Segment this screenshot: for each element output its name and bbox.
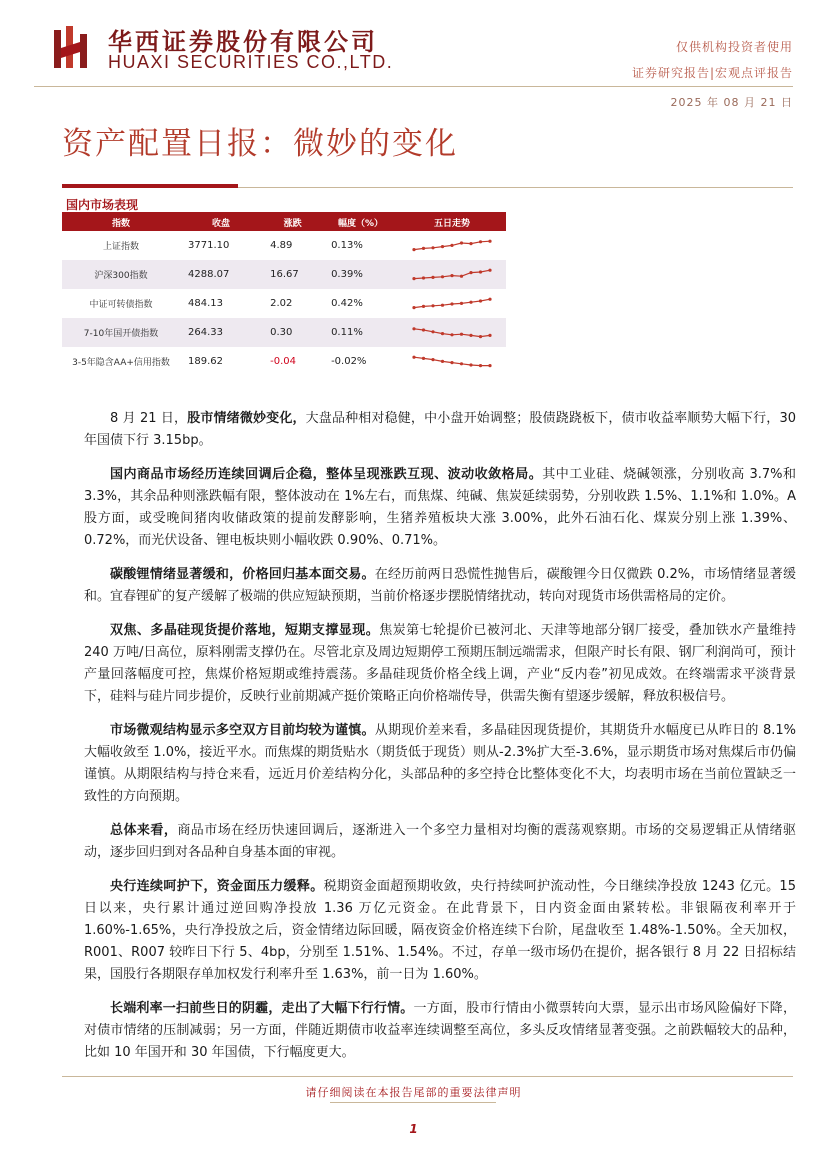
- sparkline-point: [422, 328, 425, 331]
- sparkline-point: [431, 304, 434, 307]
- table-header-row: [62, 213, 506, 231]
- change-cell: 0.30: [262, 318, 323, 347]
- sparkline-point: [460, 241, 463, 244]
- paragraph-lead: 央行连续呵护下，资金面压力缓释。: [110, 879, 324, 894]
- five-day-trend-cell: [398, 260, 506, 289]
- sparkline-point: [479, 270, 482, 273]
- paragraph-text: 焦炭第七轮提价已被河北、天津等地部分钢厂接受，叠加铁水产量维持 240 万吨/日高位，原料刚需支撑仍在。尽管北京及周边短期停工预期压制远端需求，但限产时长有限、钢厂利润尚可，预计产量回落幅度可控，焦煤价格短期或维持震荡。多晶硅现货价格全线上调，产业“反内卷”初见成效。在终端需求平淡背景下，硅料与硅片同步提价，反映行业前期减产挺价策略正向价格端传导，供需失衡有望逐步缓解，释放积极信号。: [84, 623, 796, 704]
- table-row: [62, 318, 506, 347]
- paragraph-prefix: 8 月 21 日，: [110, 411, 188, 426]
- sparkline-point: [412, 327, 415, 330]
- sparkline-point: [488, 239, 491, 242]
- close-cell: 264.33: [180, 318, 262, 347]
- sparkline-point: [469, 363, 472, 366]
- paragraph-text: 大盘品种相对稳健，中小盘开始调整；股债跷跷板下，债市收益率顺势大幅下行，30 年国债下行 3.15bp。: [84, 411, 796, 448]
- change-cell: 4.89: [270, 240, 293, 251]
- index-name-cell: 上证指数: [102, 242, 139, 252]
- pct-cell: 0.42%: [331, 298, 363, 309]
- sparkline-point: [422, 276, 425, 279]
- body-paragraph: [84, 998, 796, 1064]
- index-name-cell: 沪深300指数: [62, 260, 180, 289]
- paragraph-lead: 双焦、多晶硅现货提价落地，短期支撑显现。: [110, 623, 380, 638]
- col-header-pct: 幅度（%）: [323, 213, 398, 231]
- sparkline-point: [488, 297, 491, 300]
- audience-note: 仅供机构投资者使用: [675, 40, 793, 54]
- sparkline-point: [431, 275, 434, 278]
- index-name-cell: 中证可转债指数: [89, 300, 153, 310]
- paragraph-lead: 总体来看，: [110, 823, 178, 838]
- sparkline-point: [431, 330, 434, 333]
- sparkline-point: [441, 303, 444, 306]
- sparkline-chart: [412, 267, 492, 283]
- sparkline-point: [422, 304, 425, 307]
- sparkline-chart: [412, 238, 492, 254]
- sparkline-point: [469, 271, 472, 274]
- page-number: 1: [409, 1122, 418, 1136]
- table-row: [62, 260, 506, 289]
- table-row: [62, 347, 506, 376]
- sparkline-point: [441, 275, 444, 278]
- sparkline-point: [488, 268, 491, 271]
- pct-cell: -0.02%: [331, 356, 367, 367]
- col-header-index: 指数: [62, 213, 180, 231]
- sparkline-point: [412, 277, 415, 280]
- huaxi-logo-icon: [52, 24, 96, 70]
- company-name-cn: 华西证券股份有限公司: [108, 28, 378, 56]
- change-cell: 2.02: [270, 298, 293, 309]
- sparkline-point: [441, 332, 444, 335]
- sparkline-point: [431, 358, 434, 361]
- close-cell: 189.62: [188, 356, 223, 367]
- sparkline-point: [488, 333, 491, 336]
- close-cell: 3771.10: [188, 240, 230, 251]
- sparkline-point: [479, 364, 482, 367]
- paragraph-text: 在经历前两日恐慌性抛售后，碳酸锂今日仅微跌 0.2%，市场情绪显著缓和。宜春锂矿的复产缓解了极端的供应短缺预期，当前价格逐步摆脱情绪扰动，转向对现货市场供需格局的定价。: [84, 567, 796, 604]
- sparkline-point: [479, 335, 482, 338]
- five-day-trend-cell: [398, 318, 506, 347]
- sparkline-point: [479, 240, 482, 243]
- body-paragraph: [84, 464, 796, 552]
- paragraph-text: 其中工业硅、烧碱领涨，分别收高 3.7%和 3.3%，其余品种则涨跌幅有限，整体波动在 1%左右，而焦煤、纯碱、焦炭延续弱势，分别收跌 1.5%、1.1%和 1.0%。A 股方面，或受晚间猪肉收储政策的提前发酵影响，生猪养殖板块大涨 3.00%，此外石油石化、煤炭分别上涨 1.39%、0.72%，而光伏设备、锂电板块则小幅收跌 0.90%、0.71%。: [84, 467, 796, 548]
- body-paragraph: [84, 876, 796, 986]
- paragraph-text: 商品市场在经历快速回调后，逐渐进入一个多空力量相对均衡的震荡观察期。市场的交易逻辑正从情绪驱动，逐步回归到对各品种自身基本面的审视。: [84, 823, 796, 860]
- index-name-cell: 7-10年国开债指数: [62, 318, 180, 347]
- company-name-en: HUAXI SECURITIES CO.,LTD.: [108, 52, 394, 72]
- paragraph-lead: 市场微观结构显示多空双方目前均较为谨慎。: [110, 723, 375, 738]
- sparkline-point: [441, 359, 444, 362]
- five-day-trend-cell: [398, 289, 506, 318]
- col-header-close: 收盘: [180, 213, 262, 231]
- sparkline-point: [431, 246, 434, 249]
- sparkline-point: [460, 362, 463, 365]
- sparkline-chart: [412, 325, 492, 341]
- sparkline-chart: [412, 354, 492, 370]
- title-accent-bar: [62, 184, 238, 188]
- paragraph-lead: 碳酸锂情绪显著缓和，价格回归基本面交易。: [110, 567, 375, 582]
- paragraph-lead: 国内商品市场经历连续回调后企稳，整体呈现涨跌互现、波动收敛格局。: [110, 467, 543, 482]
- sparkline-point: [412, 306, 415, 309]
- pct-cell: 0.39%: [323, 260, 398, 289]
- page-title: 资产配置日报：微妙的变化: [62, 126, 458, 162]
- col-header-change: 涨跌: [262, 213, 323, 231]
- sparkline-point: [460, 301, 463, 304]
- sparkline-point: [450, 361, 453, 364]
- sparkline-point: [469, 242, 472, 245]
- market-performance-table: [62, 213, 506, 376]
- pct-cell: 0.13%: [331, 240, 363, 251]
- sparkline-point: [412, 355, 415, 358]
- header-divider: [34, 86, 793, 87]
- body-paragraph: [84, 408, 796, 452]
- col-header-trend: 五日走势: [398, 213, 506, 231]
- pct-cell: 0.11%: [323, 318, 398, 347]
- sparkline-point: [479, 299, 482, 302]
- sparkline-point: [469, 300, 472, 303]
- sparkline-point: [460, 332, 463, 335]
- body-paragraph: [84, 720, 796, 808]
- paragraph-text: 税期资金面超预期收敛，央行持续呵护流动性，今日继续净投放 1243 亿元。15 日以来，央行累计通过逆回购净投放 1.36 万亿元资金。在此背景下，日内资金面由紧转松。非银隔夜利率开于 1.60%-1.65%，央行净投放之后，资金情绪边际回暖，隔夜资金价格连续下台阶，尾盘收至 1.48%-1.50%。全天加权，R001、R007 较昨日下行 5、4bp，分别至 1.51%、1.54%。不过，存单一级市场仍在提价，据各银行 8 月 22 日招标结果，国股行各期限存单加权发行利率升至 1.63%，前一日为 1.60%。: [84, 879, 796, 982]
- five-day-trend-cell: [398, 347, 506, 376]
- sparkline-point: [441, 245, 444, 248]
- sparkline-point: [450, 243, 453, 246]
- sparkline-chart: [412, 296, 492, 312]
- report-date: 2025 年 08 月 21 日: [670, 96, 793, 109]
- body-paragraph: [84, 820, 796, 864]
- title-divider: [238, 187, 793, 188]
- sparkline-point: [469, 333, 472, 336]
- sparkline-point: [422, 356, 425, 359]
- sparkline-point: [488, 364, 491, 367]
- report-type: 证券研究报告|宏观点评报告: [631, 66, 793, 80]
- footer-divider: [62, 1076, 793, 1077]
- sparkline-point: [460, 274, 463, 277]
- sparkline-point: [412, 248, 415, 251]
- table-row: [62, 231, 506, 260]
- report-body: [84, 408, 796, 1076]
- paragraph-lead: 股市情绪微妙变化，: [187, 411, 306, 426]
- change-cell: -0.04: [270, 356, 296, 367]
- table-caption: 国内市场表现: [66, 198, 139, 212]
- paragraph-text: 一方面，股市行情由小微票转向大票，显示出市场风险偏好下降，对债市情绪的压制减弱；另一方面，伴随近期债市收益率连续调整至高位，多头反攻情绪显著变强。之前跌幅较大的品种，比如 10 年国开和 30 年国债，下行幅度更大。: [84, 1001, 796, 1060]
- footer-underline: [330, 1102, 496, 1103]
- legal-notice: 请仔细阅读在本报告尾部的重要法律声明: [305, 1086, 522, 1099]
- body-paragraph: [84, 620, 796, 708]
- close-cell: 484.13: [188, 298, 223, 309]
- paragraph-lead: 长端利率一扫前些日的阴霾，走出了大幅下行行情。: [110, 1001, 414, 1016]
- body-paragraph: [84, 564, 796, 608]
- sparkline-point: [450, 274, 453, 277]
- sparkline-point: [450, 333, 453, 336]
- sparkline-point: [450, 302, 453, 305]
- change-cell: 16.67: [262, 260, 323, 289]
- table-row: [62, 289, 506, 318]
- paragraph-text: 从期现价差来看，多晶硅因现货提价，其期货升水幅度已从昨日的 8.1%大幅收敛至 1.0%，接近平水。而焦煤的期货贴水（期货低于现货）则从-2.3%扩大至-3.6%，显示期货市场对焦煤后市仍偏谨慎。从期限结构与持仓来看，远近月价差结构分化，头部品种的多空持仓比整体变化不大，均表明市场在当前位置缺乏一致性的方向预期。: [84, 723, 796, 804]
- index-name-cell: 3-5年隐含AA+信用指数: [72, 358, 170, 368]
- five-day-trend-cell: [398, 231, 506, 260]
- close-cell: 4288.07: [180, 260, 262, 289]
- sparkline-point: [422, 246, 425, 249]
